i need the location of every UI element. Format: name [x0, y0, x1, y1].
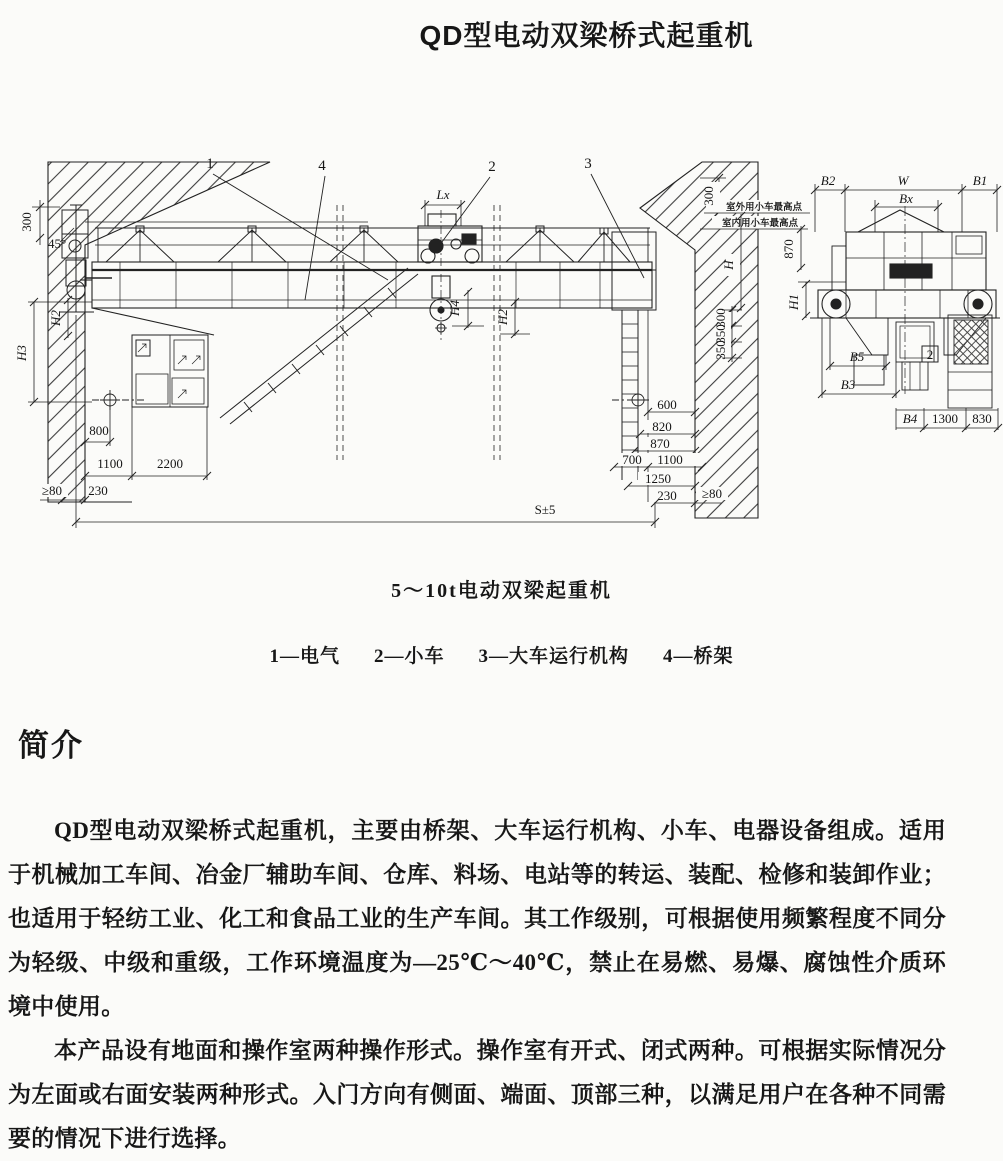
- dim-h2-hook: H2: [495, 309, 510, 325]
- dim-ge80-right: ≥80: [701, 486, 723, 501]
- dim-600: 600: [657, 397, 677, 412]
- dim-span: [72, 315, 659, 528]
- access-stairs: [220, 268, 418, 424]
- dims-side-bottom: [896, 408, 1002, 432]
- dim-h-label: H: [721, 260, 736, 270]
- dim-2200: 2200: [157, 456, 183, 471]
- dim-230-left: 230: [88, 483, 108, 498]
- cabin: [132, 335, 208, 407]
- dim-300-topright: 300: [701, 186, 716, 206]
- dim-300-topleft: 300: [19, 212, 34, 232]
- dim-230-right: 230: [657, 488, 677, 503]
- figure-caption: 5～10t电动双梁起重机: [391, 580, 612, 602]
- dim-b5: B5: [849, 349, 865, 364]
- dim-1300: 1300: [932, 411, 958, 426]
- intro-paragraph-1: QD型电动双梁桥式起重机，主要由桥架、大车运行机构、小车、电器设备组成。适用于机械加工车间、冶金厂辅助车间、仓库、料场、电站等的转运、装配、检修和装卸作业；也适用于轻纺工业、化工和食品工业的生产车间。其工作级别，可根据使用频繁程度不同分为轻级、中级和重级，工作环境温度为—25℃～40℃，禁止在易燃、易爆、腐蚀性介质环境中使用。: [8, 818, 946, 1019]
- dim-w: W: [897, 173, 909, 188]
- dim-870-right: 870: [650, 436, 670, 451]
- section-marker-label: 2: [926, 347, 934, 362]
- intro-paragraph-2: 本产品设有地面和操作室两种操作形式。操作室有开式、闭式两种。可根据实际情况分为左面或右面安装两种形式。入门方向有侧面、端面、顶部三种，以满足用户在各种不同需要的情况下进行选择。: [8, 1038, 946, 1151]
- dim-ge80-left: ≥80: [41, 483, 63, 498]
- dim-1100-right: 1100: [657, 452, 683, 467]
- dim-bx: Bx: [899, 191, 913, 206]
- dim-800: 800: [89, 423, 109, 438]
- crane-technical-drawing: [0, 150, 1003, 550]
- dim-700: 700: [622, 452, 642, 467]
- dim-h1: H1: [786, 294, 801, 310]
- section-marker: [922, 346, 938, 362]
- left-wall-hatch: [48, 162, 368, 502]
- crane-figure: [0, 150, 1003, 668]
- girder-braces: [106, 226, 630, 262]
- dim-b2: B2: [820, 173, 836, 188]
- dim-b1: B1: [972, 173, 988, 188]
- dim-830: 830: [972, 411, 992, 426]
- figure-captions: [0, 574, 1003, 668]
- dim-1100-cabin: 1100: [97, 456, 123, 471]
- main-view: [14, 156, 810, 528]
- side-view: [781, 173, 1002, 432]
- dim-h3: H3: [14, 345, 29, 361]
- dim-h4: H4: [447, 300, 462, 316]
- figure-legend: [0, 641, 1003, 668]
- section-heading: 简介: [18, 728, 84, 763]
- legend-item-1: 1—电气: [269, 646, 340, 667]
- callout-4: 4: [318, 158, 326, 174]
- note-indoor: 室内用小车最高点: [721, 218, 799, 229]
- dim-350-a: 350: [713, 324, 728, 344]
- intro-body: [8, 809, 946, 1161]
- page-title: QD型电动双梁桥式起重机: [419, 20, 754, 51]
- trolley: [418, 210, 482, 340]
- callout-3: 3: [584, 156, 592, 172]
- dim-300-right: 300: [713, 308, 728, 328]
- dims-side-top: [811, 173, 1001, 232]
- legend-item-4: 4—桥架: [663, 646, 734, 667]
- dim-span: S±5: [534, 502, 556, 517]
- dim-350-b: 350: [713, 340, 728, 360]
- dim-b3: B3: [840, 377, 856, 392]
- angle-45: 45°: [48, 236, 67, 251]
- dim-1250: 1250: [645, 471, 671, 486]
- dim-lx: Lx: [436, 187, 450, 202]
- note-outdoor: 室外用小车最高点: [725, 202, 803, 213]
- bridge-girder: [80, 205, 652, 460]
- legend-item-2: 2—小车: [373, 646, 445, 667]
- legend-item-3: 3—大车运行机构: [478, 646, 630, 667]
- dim-b4: B4: [902, 411, 918, 426]
- dim-h2-left: H2: [48, 310, 63, 326]
- dim-870-side: 870: [781, 239, 796, 259]
- document-page: [0, 14, 1003, 1159]
- dim-820: 820: [652, 419, 672, 434]
- callout-1: 1: [206, 156, 214, 172]
- side-machinery-house: [832, 210, 986, 290]
- callout-2: 2: [488, 159, 496, 175]
